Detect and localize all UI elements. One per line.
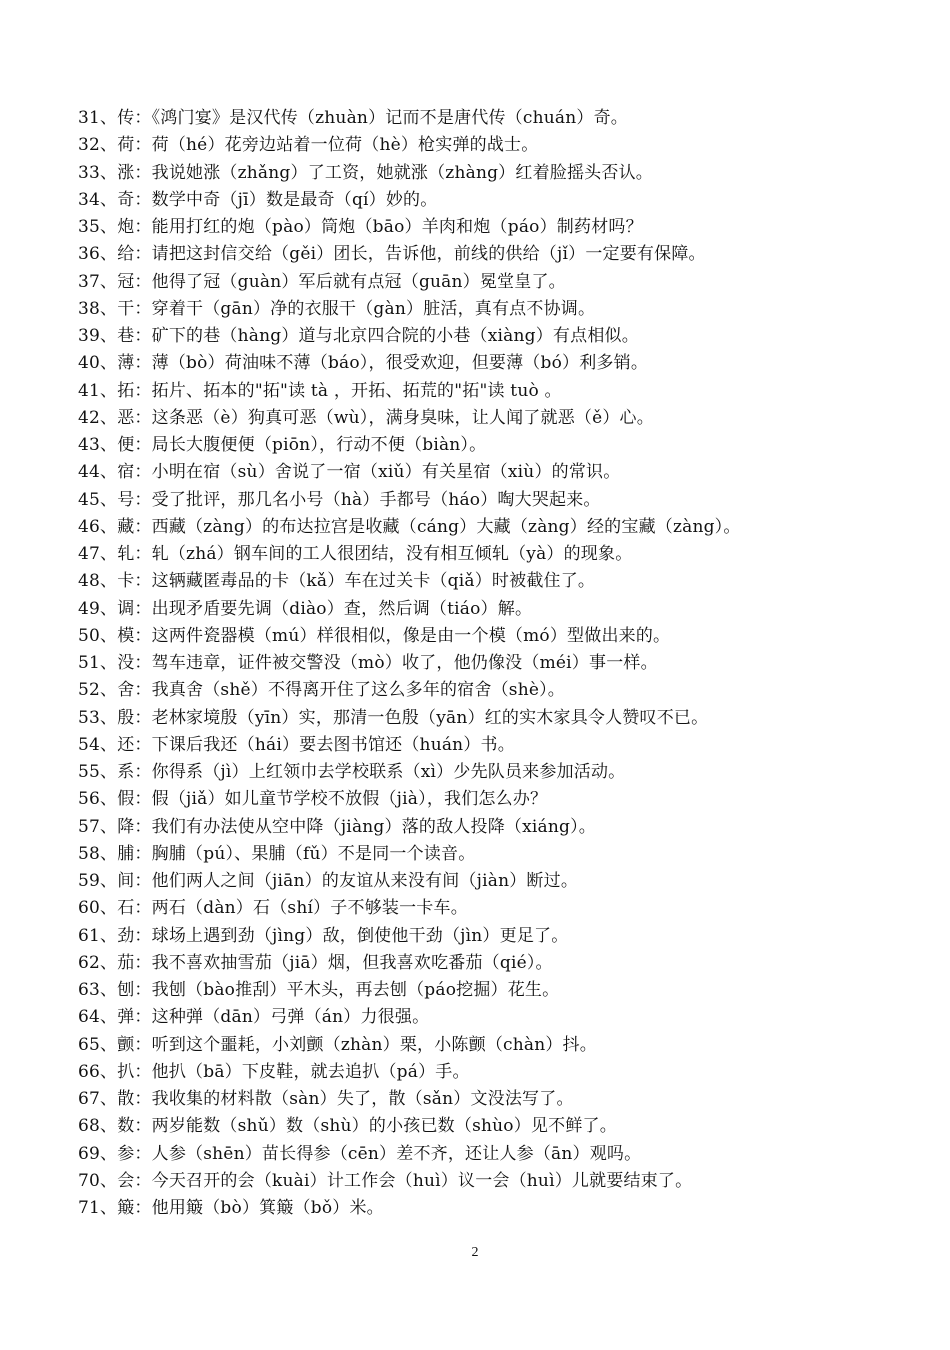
list-item: 56、假：假（jiǎ）如儿童节学校不放假（jià），我们怎么办？	[78, 789, 548, 810]
list-item: 41、拓：拓片、拓本的"拓"读 tà ，开拓、拓荒的"拓"读 tuò 。	[78, 380, 562, 401]
list-item: 47、轧：轧（zhá）钢车间的工人很团结，没有相互倾轧（yà）的现象。	[78, 544, 633, 564]
list-item: 63、刨：我刨（bào推刮）平木头，再去刨（páo挖掘）花生。	[78, 980, 560, 1000]
list-item: 46、藏：西藏（zàng）的布达拉宫是收藏（cáng）大藏（zàng）经的宝藏（zàng）。	[78, 516, 741, 537]
list-item: 70、会：今天召开的会（kuài）计工作会（huì）议一会（huì）儿就要结束了。	[78, 1170, 693, 1191]
list-item: 58、脯：胸脯（pú）、果脯（fǔ）不是同一个读音。	[78, 843, 476, 864]
list-item: 68、数：两岁能数（shǔ）数（shù）的小孩已数（shùo）见不鲜了。	[78, 1116, 617, 1137]
list-item: 69、参：人参（shēn）苗长得参（cēn）差不齐，还让人参（ān）观吗。	[78, 1143, 642, 1164]
list-item: 48、卡：这辆藏匿毒品的卡（kǎ）车在过关卡（qiǎ）时被截住了。	[78, 571, 596, 592]
list-item: 39、巷：矿下的巷（hàng）道与北京四合院的小巷（xiàng）有点相似。	[78, 326, 639, 346]
list-item: 33、涨：我说她涨（zhǎng）了工资，她就涨（zhàng）红着脸摇头否认。	[78, 162, 653, 183]
list-item: 45、号：受了批评，那几名小号（hà）手都号（háo）啕大哭起来。	[78, 489, 601, 510]
list-item: 52、舍：我真舍（shě）不得离开住了这么多年的宿舍（shè）。	[78, 680, 565, 701]
list-item: 32、荷：荷（hé）花旁边站着一位荷（hè）枪实弹的战士。	[78, 135, 539, 156]
list-item: 54、还：下课后我还（hái）要去图书馆还（huán）书。	[78, 734, 515, 755]
list-item: 34、奇：数学中奇（jī）数是最奇（qí）妙的。	[78, 189, 438, 210]
list-item: 31、传：《鸿门宴》是汉代传（zhuàn）记而不是唐代传（chuán）奇。	[78, 108, 628, 128]
list-item: 60、石：两石（dàn）石（shí）子不够装一卡车。	[78, 898, 468, 919]
list-item: 71、簸：他用簸（bò）箕簸（bǒ）米。	[78, 1198, 384, 1218]
list-item: 51、没：驾车违章，证件被交警没（mò）收了，他仍像没（méi）事一样。	[78, 653, 658, 673]
list-item: 66、扒：他扒（bā）下皮鞋，就去追扒（pá）手。	[78, 1061, 470, 1082]
list-item: 62、茄：我不喜欢抽雪茄（jiā）烟，但我喜欢吃番茄（qié）。	[78, 952, 553, 973]
list-item: 61、劲：球场上遇到劲（jìng）敌，倒使他干劲（jìn）更足了。	[78, 925, 569, 946]
list-item: 40、薄：薄（bò）荷油味不薄（báo），很受欢迎，但要薄（bó）利多销。	[78, 353, 649, 374]
list-item: 55、系：你得系（jì）上红领巾去学校联系（xì）少先队员来参加活动。	[78, 762, 626, 782]
page-number: 2	[471, 1245, 479, 1260]
list-item: 53、殷：老林家境殷（yīn）实，那清一色殷（yān）红的实木家具令人赞叹不已。	[78, 707, 709, 728]
list-item: 38、干：穿着干（gān）净的衣服干（gàn）脏活，真有点不协调。	[78, 298, 596, 319]
list-item: 64、弹：这种弹（dān）弓弹（án）力很强。	[78, 1007, 430, 1028]
list-item: 42、恶：这条恶（è）狗真可恶（wù），满身臭味，让人闻了就恶（ě）心。	[78, 407, 654, 428]
list-item: 65、颤：听到这个噩耗，小刘颤（zhàn）栗，小陈颤（chàn）抖。	[78, 1034, 597, 1055]
list-item: 43、便：局长大腹便便（piōn），行动不便（biàn）。	[78, 435, 487, 455]
list-item: 57、降：我们有办法使从空中降（jiàng）落的敌人投降（xiáng）。	[78, 816, 596, 837]
polyphone-list	[78, 105, 938, 1222]
list-item: 59、间：他们两人之间（jiān）的友谊从来没有间（jiàn）断过。	[78, 871, 579, 891]
list-item: 44、宿：小明在宿（sù）舍说了一宿（xiǔ）有关星宿（xiù）的常识。	[78, 462, 621, 483]
list-item: 36、给：请把这封信交给（gěi）团长，告诉他，前线的供给（jǐ）一定要有保障。	[78, 244, 706, 265]
list-item: 50、模：这两件瓷器模（mú）样很相似，像是由一个模（mó）型做出来的。	[78, 625, 671, 646]
list-item: 35、炮：能用打红的炮（pào）筒炮（bāo）羊肉和炮（páo）制药材吗？	[78, 217, 643, 237]
list-item: 49、调：出现矛盾要先调（diào）查，然后调（tiáo）解。	[78, 598, 533, 619]
list-item: 37、冠：他得了冠（guàn）军后就有点冠（guān）冕堂皇了。	[78, 271, 566, 292]
list-item: 67、散：我收集的材料散（sàn）失了，散（sǎn）文没法写了。	[78, 1089, 574, 1109]
